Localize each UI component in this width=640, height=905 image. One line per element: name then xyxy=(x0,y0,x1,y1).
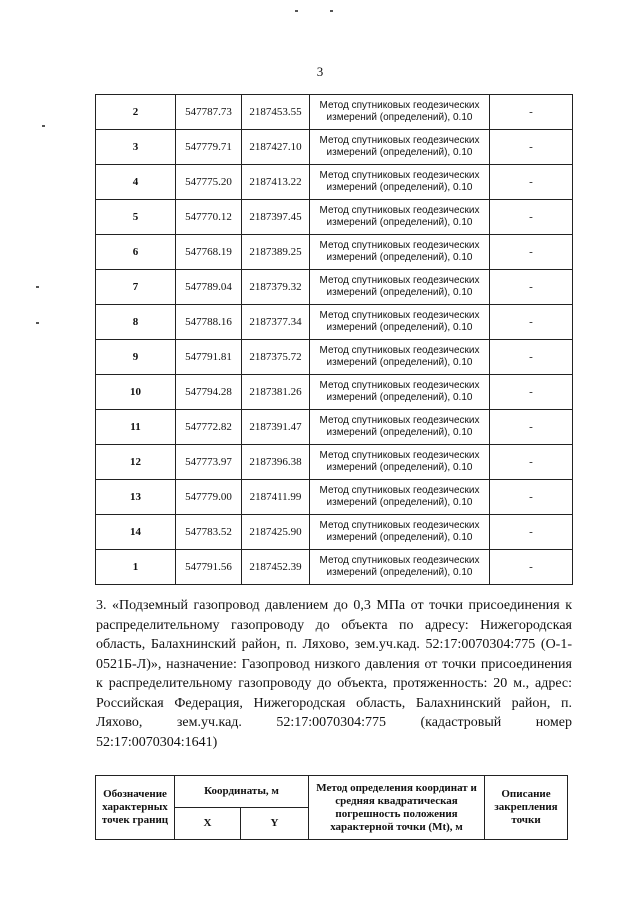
table-row xyxy=(96,340,573,375)
scan-speck xyxy=(295,10,298,12)
x-coordinate: 547772.82 xyxy=(176,410,242,445)
point-number: 10 xyxy=(96,375,176,410)
point-number: 6 xyxy=(96,235,176,270)
x-coordinate: 547788.16 xyxy=(176,305,242,340)
method-header: Метод определения координат и средняя квадратическая погрешность положения характерной точки (Мt), м xyxy=(309,776,485,840)
x-header: X xyxy=(175,808,241,840)
point-number: 5 xyxy=(96,200,176,235)
x-coordinate: 547787.73 xyxy=(176,95,242,130)
point-number: 12 xyxy=(96,445,176,480)
description-cell: - xyxy=(490,480,573,515)
x-coordinate: 547768.19 xyxy=(176,235,242,270)
description-cell: - xyxy=(490,375,573,410)
method-cell: Метод спутниковых геодезических измерений (определений), 0.10 xyxy=(310,305,490,340)
y-coordinate: 2187411.99 xyxy=(242,480,310,515)
table-row xyxy=(96,550,573,585)
y-coordinate: 2187452.39 xyxy=(242,550,310,585)
table-row xyxy=(96,410,573,445)
x-coordinate: 547794.28 xyxy=(176,375,242,410)
x-coordinate: 547789.04 xyxy=(176,270,242,305)
table-row xyxy=(96,200,573,235)
method-cell: Метод спутниковых геодезических измерений (определений), 0.10 xyxy=(310,340,490,375)
x-coordinate: 547779.71 xyxy=(176,130,242,165)
point-number: 14 xyxy=(96,515,176,550)
table-row xyxy=(96,375,573,410)
method-cell: Метод спутниковых геодезических измерений (определений), 0.10 xyxy=(310,445,490,480)
description-cell: - xyxy=(490,130,573,165)
coordinates-header: Координаты, м xyxy=(175,776,309,808)
point-number: 2 xyxy=(96,95,176,130)
table-row xyxy=(96,305,573,340)
table-row xyxy=(96,270,573,305)
method-cell: Метод спутниковых геодезических измерений (определений), 0.10 xyxy=(310,480,490,515)
section-3-paragraph: 3. «Подземный газопровод давлением до 0,3 МПа от точки присоединения к распределительному газопроводу до объекта по адресу: Нижегородская область, Балахнинский район, п. Ляхово, зем.уч.кад. 52:17:0070304:775 (О-1-0521Б-Л)», назначение: Газопровод низкого давления от точки присоединения к распределительному газопроводу до объекта, протяженность: 20 м., адрес: Российская Федерация, Нижегородская область, Балахнинский район, п. Ляхово, зем.уч.кад. 52:17:0070304:775 (кадастровый номер 52:17:0070304:1641) xyxy=(96,598,572,750)
method-cell: Метод спутниковых геодезических измерений (определений), 0.10 xyxy=(310,235,490,270)
description-cell: - xyxy=(490,235,573,270)
point-number: 9 xyxy=(96,340,176,375)
method-cell: Метод спутниковых геодезических измерений (определений), 0.10 xyxy=(310,200,490,235)
x-coordinate: 547791.81 xyxy=(176,340,242,375)
method-cell: Метод спутниковых геодезических измерений (определений), 0.10 xyxy=(310,95,490,130)
y-coordinate: 2187425.90 xyxy=(242,515,310,550)
point-number: 3 xyxy=(96,130,176,165)
table-row xyxy=(96,130,573,165)
y-header: Y xyxy=(241,808,309,840)
description-cell: - xyxy=(490,165,573,200)
description-cell: - xyxy=(490,305,573,340)
method-cell: Метод спутниковых геодезических измерений (определений), 0.10 xyxy=(310,270,490,305)
y-coordinate: 2187396.38 xyxy=(242,445,310,480)
y-coordinate: 2187375.72 xyxy=(242,340,310,375)
coordinates-table xyxy=(95,94,573,585)
designation-header: Обозначение характерных точек границ xyxy=(96,776,175,840)
y-coordinate: 2187379.32 xyxy=(242,270,310,305)
table-2-header xyxy=(95,775,568,840)
point-number: 11 xyxy=(96,410,176,445)
x-coordinate: 547791.56 xyxy=(176,550,242,585)
description-cell: - xyxy=(490,270,573,305)
description-cell: - xyxy=(490,550,573,585)
x-coordinate: 547779.00 xyxy=(176,480,242,515)
method-cell: Метод спутниковых геодезических измерений (определений), 0.10 xyxy=(310,410,490,445)
x-coordinate: 547783.52 xyxy=(176,515,242,550)
y-coordinate: 2187377.34 xyxy=(242,305,310,340)
point-number: 7 xyxy=(96,270,176,305)
table-row xyxy=(96,235,573,270)
scan-speck xyxy=(42,125,45,127)
point-number: 1 xyxy=(96,550,176,585)
point-number: 4 xyxy=(96,165,176,200)
y-coordinate: 2187389.25 xyxy=(242,235,310,270)
table-row xyxy=(96,95,573,130)
table-row xyxy=(96,480,573,515)
y-coordinate: 2187453.55 xyxy=(242,95,310,130)
description-cell: - xyxy=(490,200,573,235)
method-cell: Метод спутниковых геодезических измерений (определений), 0.10 xyxy=(310,515,490,550)
method-cell: Метод спутниковых геодезических измерений (определений), 0.10 xyxy=(310,550,490,585)
table-row xyxy=(96,445,573,480)
x-coordinate: 547770.12 xyxy=(176,200,242,235)
description-cell: - xyxy=(490,515,573,550)
y-coordinate: 2187427.10 xyxy=(242,130,310,165)
description-cell: - xyxy=(490,445,573,480)
method-cell: Метод спутниковых геодезических измерений (определений), 0.10 xyxy=(310,130,490,165)
x-coordinate: 547775.20 xyxy=(176,165,242,200)
page-number: 3 xyxy=(316,64,324,79)
description-cell: - xyxy=(490,340,573,375)
y-coordinate: 2187413.22 xyxy=(242,165,310,200)
scan-speck xyxy=(36,286,39,288)
y-coordinate: 2187391.47 xyxy=(242,410,310,445)
y-coordinate: 2187397.45 xyxy=(242,200,310,235)
scan-speck xyxy=(36,322,39,324)
y-coordinate: 2187381.26 xyxy=(242,375,310,410)
point-number: 13 xyxy=(96,480,176,515)
scan-speck xyxy=(330,10,333,12)
method-cell: Метод спутниковых геодезических измерений (определений), 0.10 xyxy=(310,165,490,200)
point-number: 8 xyxy=(96,305,176,340)
table-row xyxy=(96,165,573,200)
description-header: Описание закрепления точки xyxy=(485,776,568,840)
description-cell: - xyxy=(490,410,573,445)
x-coordinate: 547773.97 xyxy=(176,445,242,480)
table-row xyxy=(96,515,573,550)
description-cell: - xyxy=(490,95,573,130)
method-cell: Метод спутниковых геодезических измерений (определений), 0.10 xyxy=(310,375,490,410)
